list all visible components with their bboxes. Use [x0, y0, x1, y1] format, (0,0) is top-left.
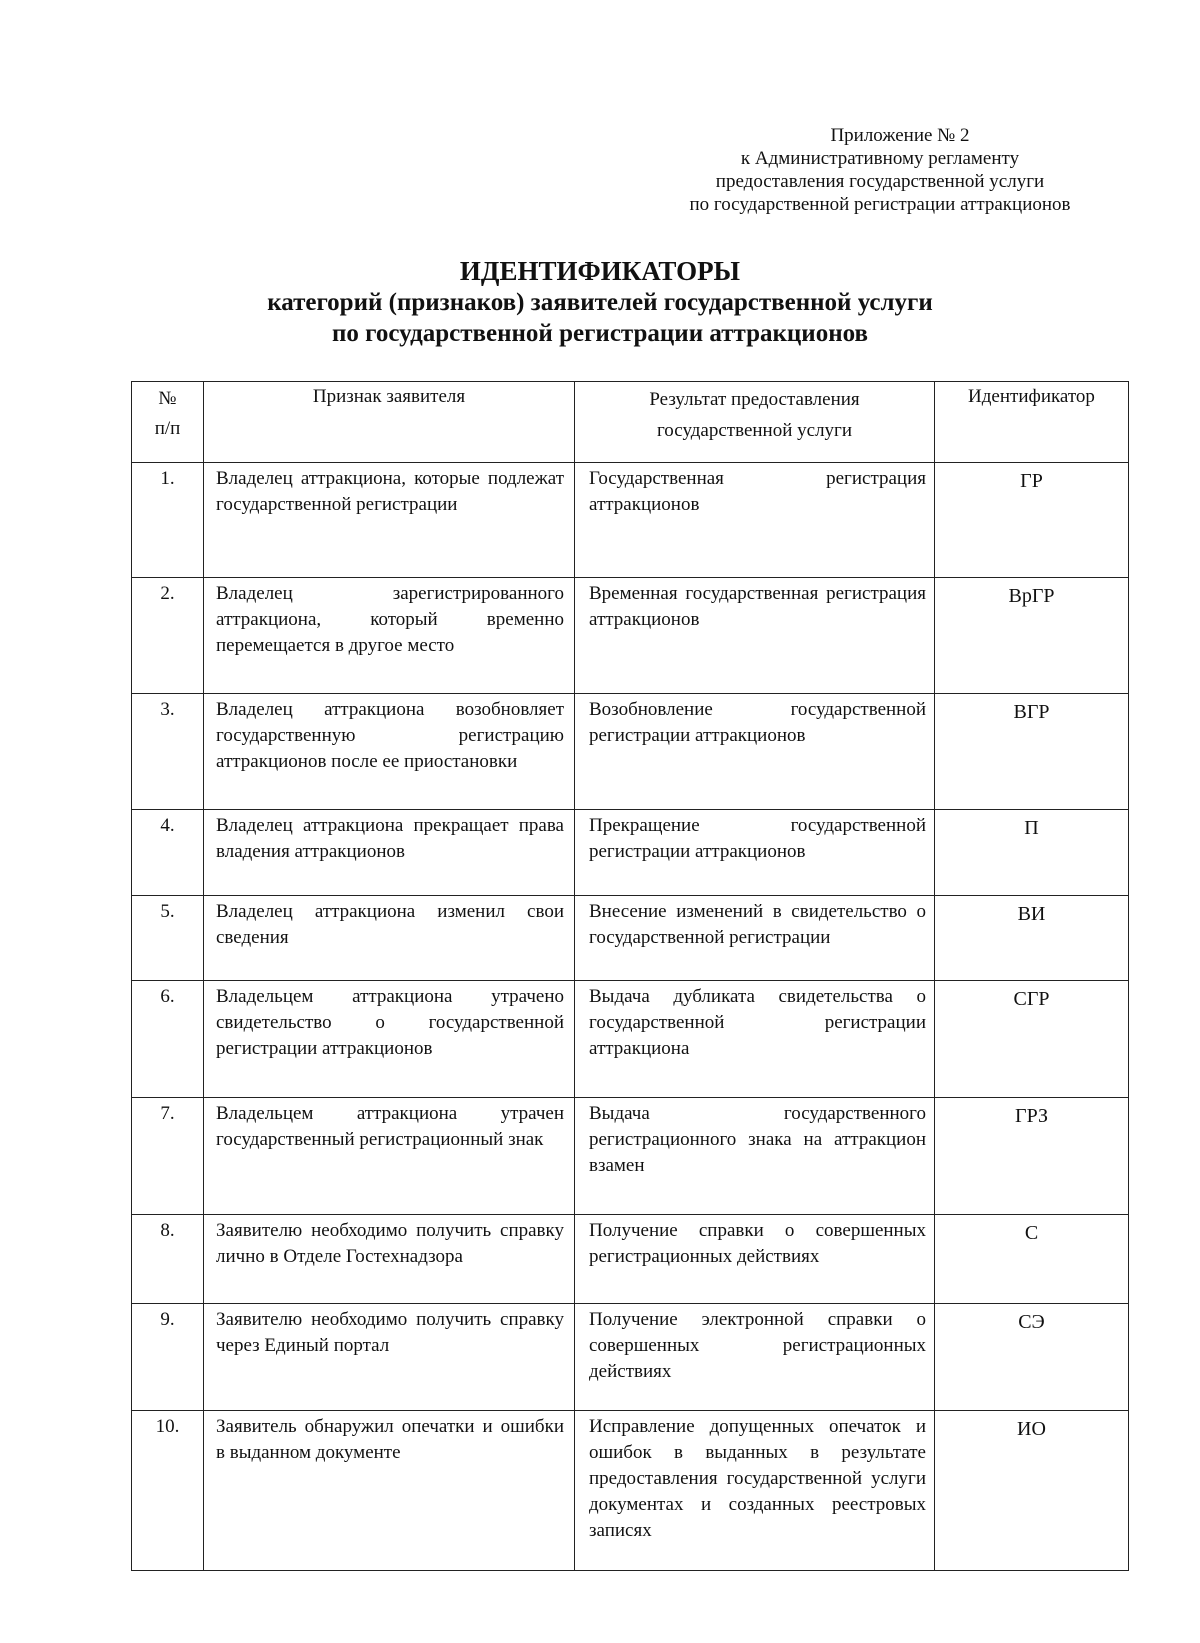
applicant-sign: Владелец зарегистрированного аттракциона, который временно перемещается в другое место: [204, 578, 575, 694]
applicant-sign: Заявителю необходимо получить справку через Единый портал: [204, 1304, 575, 1411]
table-row: [132, 1215, 1129, 1304]
service-result: Получение справки о совершенных регистрационных действиях: [575, 1215, 935, 1304]
identifiers-table: [131, 381, 1129, 1571]
row-number: 7.: [132, 1098, 204, 1215]
identifier-code: П: [935, 810, 1129, 896]
row-number: 2.: [132, 578, 204, 694]
row-number: 4.: [132, 810, 204, 896]
service-result: Исправление допущенных опечаток и ошибок в выданных в результате предоставления государственной услуги документах и созданных реестровых записях: [575, 1411, 935, 1571]
table-header-row: [132, 382, 1129, 463]
header-number: [132, 382, 204, 463]
header-result-line: Результат предоставления: [649, 389, 860, 410]
title-main: ИДЕНТИФИКАТОРЫ: [459, 256, 741, 286]
row-number: 8.: [132, 1215, 204, 1304]
applicant-sign: Владелец аттракциона изменил свои сведения: [204, 896, 575, 981]
appendix-line: к Административному регламенту: [740, 148, 1020, 169]
header-result-line: государственной услуги: [656, 420, 853, 441]
header-sign: Признак заявителя: [204, 382, 575, 463]
row-number: 1.: [132, 463, 204, 578]
applicant-sign: Владельцем аттракциона утрачен государственный регистрационный знак: [204, 1098, 575, 1215]
document-title: [0, 256, 1200, 349]
header-number-symbol: №: [158, 388, 177, 409]
service-result: Прекращение государственной регистрации аттракционов: [575, 810, 935, 896]
row-number: 6.: [132, 981, 204, 1098]
identifier-code: ВИ: [935, 896, 1129, 981]
applicant-sign: Заявителю необходимо получить справку лично в Отделе Гостехнадзора: [204, 1215, 575, 1304]
table-row: [132, 1304, 1129, 1411]
identifier-code: СЭ: [935, 1304, 1129, 1411]
service-result: Возобновление государственной регистрации аттракционов: [575, 694, 935, 810]
service-result: Выдача государственного регистрационного знака на аттракцион взамен: [575, 1098, 935, 1215]
appendix-line: Приложение № 2: [830, 125, 970, 146]
identifier-code: ГР: [935, 463, 1129, 578]
table-row: [132, 578, 1129, 694]
table-row: [132, 1098, 1129, 1215]
appendix-line: предоставления государственной услуги: [715, 171, 1045, 192]
title-line: по государственной регистрации аттракционов: [332, 320, 868, 347]
table-row: [132, 981, 1129, 1098]
applicant-sign: Заявитель обнаружил опечатки и ошибки в выданном документе: [204, 1411, 575, 1571]
service-result: Государственная регистрация аттракционов: [575, 463, 935, 578]
service-result: Получение электронной справки о совершенных регистрационных действиях: [575, 1304, 935, 1411]
identifier-code: ВГР: [935, 694, 1129, 810]
applicant-sign: Владелец аттракциона прекращает права владения аттракционов: [204, 810, 575, 896]
row-number: 10.: [132, 1411, 204, 1571]
row-number: 3.: [132, 694, 204, 810]
header-identifier: Идентификатор: [935, 382, 1129, 463]
applicant-sign: Владельцем аттракциона утрачено свидетельство о государственной регистрации аттракционов: [204, 981, 575, 1098]
identifier-code: С: [935, 1215, 1129, 1304]
row-number: 9.: [132, 1304, 204, 1411]
table-row: [132, 896, 1129, 981]
applicant-sign: Владелец аттракциона, которые подлежат государственной регистрации: [204, 463, 575, 578]
identifier-code: СГР: [935, 981, 1129, 1098]
identifier-code: ВрГР: [935, 578, 1129, 694]
service-result: Внесение изменений в свидетельство о государственной регистрации: [575, 896, 935, 981]
service-result: Временная государственная регистрация аттракционов: [575, 578, 935, 694]
appendix-header: [640, 124, 1120, 216]
service-result: Выдача дубликата свидетельства о государственной регистрации аттракциона: [575, 981, 935, 1098]
applicant-sign: Владелец аттракциона возобновляет государственную регистрацию аттракционов после ее приостановки: [204, 694, 575, 810]
table-row: [132, 810, 1129, 896]
header-result: [575, 382, 935, 463]
identifier-code: ГРЗ: [935, 1098, 1129, 1215]
table-row: [132, 1411, 1129, 1571]
appendix-line: по государственной регистрации аттракционов: [689, 194, 1071, 215]
table-row: [132, 463, 1129, 578]
header-number-label: п/п: [154, 418, 181, 439]
table-row: [132, 694, 1129, 810]
title-line: категорий (признаков) заявителей государственной услуги: [267, 289, 933, 316]
row-number: 5.: [132, 896, 204, 981]
identifier-code: ИО: [935, 1411, 1129, 1571]
